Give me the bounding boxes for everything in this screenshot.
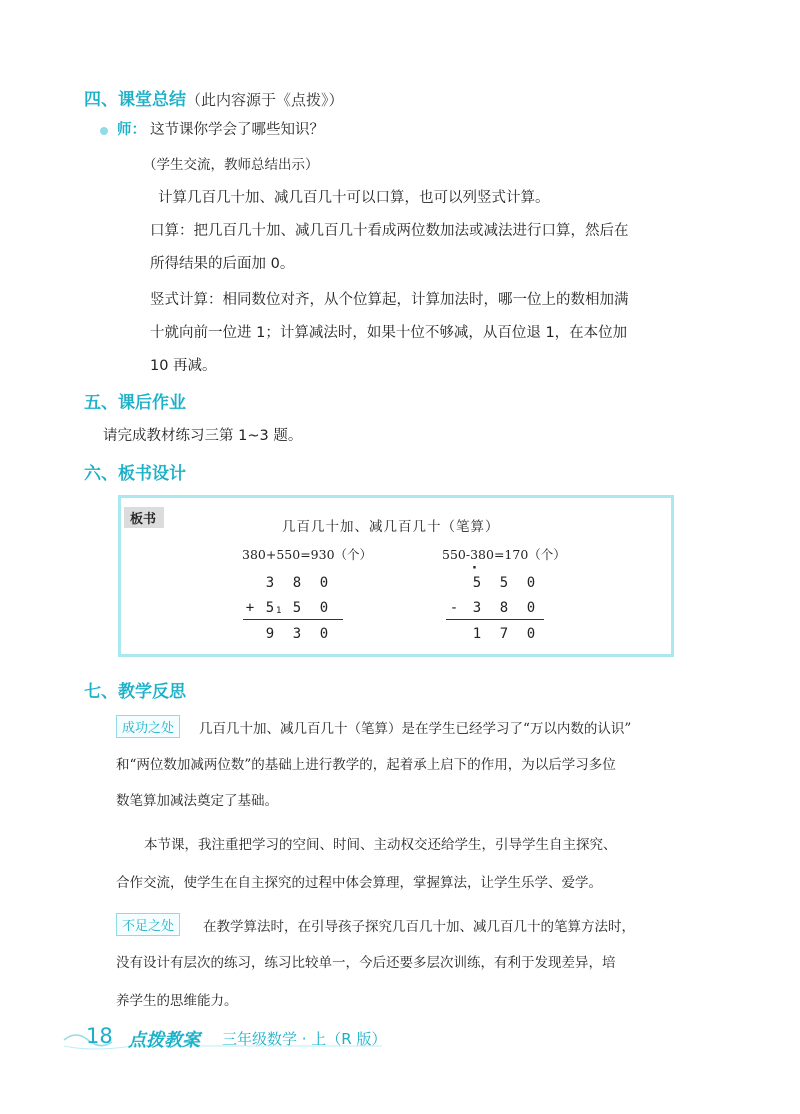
right-top-digit: 0 xyxy=(526,575,536,591)
success-line-2: 和“两位数加减两位数”的基础上进行教学的，起着承上启下的作用，为以后学习多位 xyxy=(116,757,616,773)
right-equation: 550-380=170（个） xyxy=(442,547,566,562)
left-top-digit: 0 xyxy=(319,575,329,591)
board-tag: 板书 xyxy=(124,507,164,528)
left-top-digit: 8 xyxy=(292,575,302,591)
right-mid-digit: 8 xyxy=(499,600,509,616)
board-title: 几百几十加、减几百几十（笔算） xyxy=(282,519,500,535)
left-plus-sign: + xyxy=(245,600,255,616)
homework-text: 请完成教材练习三第 1~3 题。 xyxy=(103,428,303,444)
section4-heading xyxy=(84,85,344,110)
section6-title: 六、板书设计 xyxy=(84,464,186,484)
left-mid-digit: 0 xyxy=(319,600,329,616)
left-sum-rule xyxy=(243,619,343,620)
stage-note: （学生交流，教师总结出示） xyxy=(143,157,319,173)
section4-title: 四、课堂总结 xyxy=(84,90,186,110)
left-result-digit: 0 xyxy=(319,626,329,642)
right-result-digit: 1 xyxy=(472,626,482,642)
left-equation: 380+550=930（个） xyxy=(242,547,373,562)
summary-paragraph-3-line1: 竖式计算：相同数位对齐，从个位算起，计算加法时，哪一位上的数相加满 xyxy=(150,292,629,308)
bullet-dot-icon xyxy=(100,127,108,135)
left-top-digit: 3 xyxy=(265,575,275,591)
section4-source-note: （此内容源于《点拨》） xyxy=(186,91,344,109)
weakness-line-3: 养学生的思维能力。 xyxy=(116,993,238,1009)
section7-title: 七、教学反思 xyxy=(84,682,186,702)
teacher-label: 师： xyxy=(117,122,146,138)
summary-paragraph-2-line2: 所得结果的后面加 0。 xyxy=(150,256,295,272)
reflection-line-1: 本节课，我注重把学习的空间、时间、主动权交还给学生，引导学生自主探究、 xyxy=(144,837,617,853)
right-result-digit: 7 xyxy=(499,626,509,642)
carry-digit: 1 xyxy=(276,606,282,616)
summary-paragraph-2-line1: 口算：把几百几十加、减几百几十看成两位数加法或减法进行口算，然后在 xyxy=(150,223,629,239)
left-result-digit: 9 xyxy=(265,626,275,642)
summary-paragraph-3-line3: 10 再减。 xyxy=(150,358,217,374)
success-line-3: 数笔算加减法奠定了基础。 xyxy=(116,793,278,809)
weakness-line-2: 没有设计有层次的练习，练习比较单一，今后还要多层次训练，有利于发现差异，培 xyxy=(116,955,616,971)
right-top-digit: 5 xyxy=(472,575,482,591)
left-mid-digit: 5 xyxy=(292,600,302,616)
right-mid-digit: 3 xyxy=(472,600,482,616)
success-tag: 成功之处 xyxy=(116,715,180,738)
right-diff-rule xyxy=(446,619,544,620)
brand-logo: 点拨教案 xyxy=(128,1030,200,1051)
left-result-digit: 3 xyxy=(292,626,302,642)
right-result-digit: 0 xyxy=(526,626,536,642)
right-top-digit: 5 xyxy=(499,575,509,591)
right-mid-digit: 0 xyxy=(526,600,536,616)
reflection-line-2: 合作交流，使学生在自主探究的过程中体会算理，掌握算法，让学生乐学、爱学。 xyxy=(116,875,602,891)
weakness-tag: 不足之处 xyxy=(116,913,180,936)
borrow-dot: · xyxy=(472,561,477,576)
right-minus-sign: - xyxy=(449,600,459,616)
section5-title: 五、课后作业 xyxy=(84,393,186,413)
teacher-question: 这节课你学会了哪些知识？ xyxy=(150,122,324,138)
left-mid-digit: 5 xyxy=(265,600,275,616)
book-subtitle: 三年级数学 · 上（R 版） xyxy=(222,1030,387,1048)
summary-paragraph-3-line2: 十就向前一位进 1；计算减法时，如果十位不够减，从百位退 1，在本位加 xyxy=(150,325,628,341)
weakness-line-1: 在教学算法时，在引导孩子探究几百几十加、减几百几十的笔算方法时， xyxy=(203,919,635,935)
summary-paragraph-1: 计算几百几十加、减几百几十可以口算，也可以列竖式计算。 xyxy=(158,190,550,206)
success-line-1: 几百几十加、减几百几十（笔算）是在学生已经学习了“万以内数的认识” xyxy=(199,721,632,737)
page-number: 18 xyxy=(86,1024,113,1048)
